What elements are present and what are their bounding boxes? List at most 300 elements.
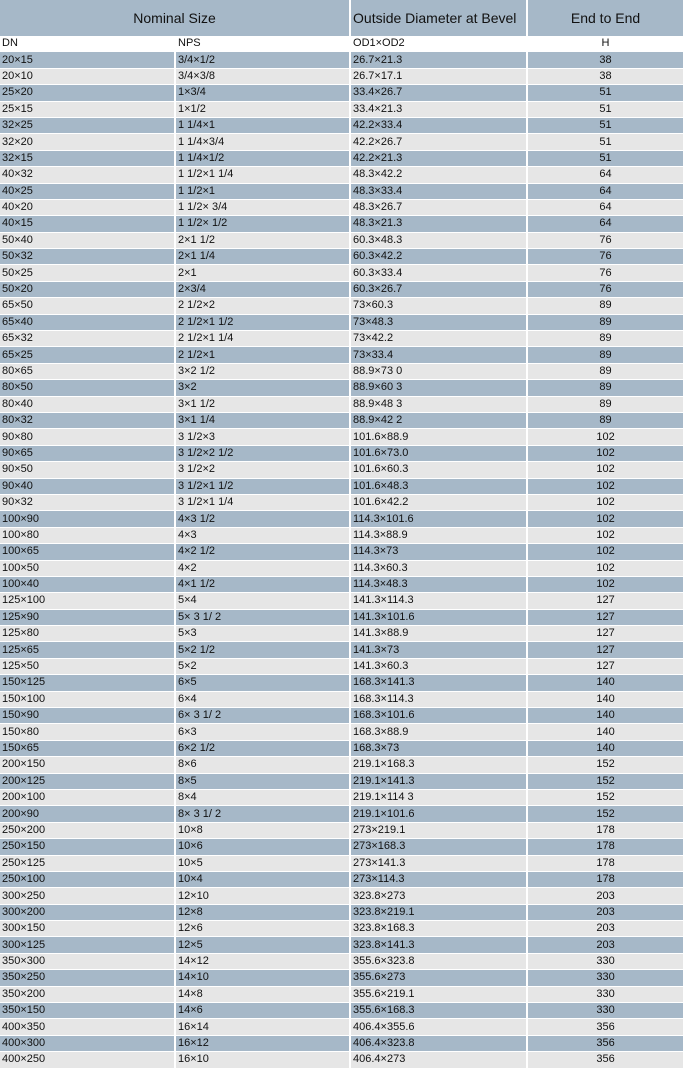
nps-cell: 12×8 <box>175 904 350 920</box>
h-cell: 89 <box>527 380 684 396</box>
od-cell: 168.3×101.6 <box>350 708 527 724</box>
nps-cell: 14×6 <box>175 1003 350 1019</box>
dn-cell: 125×90 <box>0 609 175 625</box>
h-cell: 89 <box>527 396 684 412</box>
h-cell: 51 <box>527 101 684 117</box>
dn-cell: 400×350 <box>0 1019 175 1035</box>
h-cell: 102 <box>527 576 684 592</box>
dn-cell: 80×40 <box>0 396 175 412</box>
h-cell: 64 <box>527 199 684 215</box>
table-row <box>0 921 684 937</box>
dn-cell: 100×40 <box>0 576 175 592</box>
od-cell: 101.6×48.3 <box>350 478 527 494</box>
od-cell: 26.7×17.1 <box>350 68 527 84</box>
table-row <box>0 265 684 281</box>
table-row <box>0 494 684 510</box>
h-cell: 152 <box>527 773 684 789</box>
h-cell: 102 <box>527 478 684 494</box>
table-row <box>0 85 684 101</box>
od-cell: 219.1×101.6 <box>350 806 527 822</box>
nps-cell: 3×2 <box>175 380 350 396</box>
h-cell: 89 <box>527 298 684 314</box>
dn-cell: 40×15 <box>0 216 175 232</box>
table-row <box>0 68 684 84</box>
table-row <box>0 478 684 494</box>
table-row <box>0 806 684 822</box>
nps-cell: 12×10 <box>175 888 350 904</box>
h-cell: 330 <box>527 970 684 986</box>
dn-cell: 20×15 <box>0 52 175 68</box>
dn-cell: 350×200 <box>0 986 175 1002</box>
h-cell: 89 <box>527 331 684 347</box>
dn-cell: 100×90 <box>0 511 175 527</box>
od-cell: 114.3×101.6 <box>350 511 527 527</box>
table-row <box>0 396 684 412</box>
nps-cell: 1 1/2×1 <box>175 183 350 199</box>
dn-cell: 350×150 <box>0 1003 175 1019</box>
od-cell: 219.1×168.3 <box>350 757 527 773</box>
dn-cell: 90×50 <box>0 462 175 478</box>
h-cell: 140 <box>527 675 684 691</box>
h-cell: 38 <box>527 68 684 84</box>
nps-cell: 1 1/4×1 <box>175 117 350 133</box>
dn-cell: 125×100 <box>0 593 175 609</box>
table-row <box>0 642 684 658</box>
nps-cell: 12×6 <box>175 921 350 937</box>
od-cell: 141.3×73 <box>350 642 527 658</box>
dn-cell: 300×250 <box>0 888 175 904</box>
table-row <box>0 871 684 887</box>
table-row <box>0 593 684 609</box>
table-row <box>0 511 684 527</box>
dn-cell: 65×25 <box>0 347 175 363</box>
nominal-size-header: Nominal Size <box>0 0 350 36</box>
dn-cell: 65×50 <box>0 298 175 314</box>
dn-cell: 80×65 <box>0 363 175 379</box>
nps-cell: 4×2 1/2 <box>175 544 350 560</box>
h-cell: 127 <box>527 593 684 609</box>
dn-cell: 150×80 <box>0 724 175 740</box>
end-to-end-header: End to End <box>527 0 684 36</box>
nps-cell: 1 1/4×1/2 <box>175 150 350 166</box>
table-row <box>0 544 684 560</box>
dn-cell: 200×150 <box>0 757 175 773</box>
dn-cell: 50×32 <box>0 249 175 265</box>
h-cell: 51 <box>527 150 684 166</box>
od-cell: 48.3×33.4 <box>350 183 527 199</box>
od-cell: 73×48.3 <box>350 314 527 330</box>
od-cell: 73×60.3 <box>350 298 527 314</box>
od-cell: 323.8×219.1 <box>350 904 527 920</box>
table-row <box>0 822 684 838</box>
nps-cell: 2 1/2×1 1/4 <box>175 331 350 347</box>
table-row <box>0 52 684 68</box>
dn-cell: 90×40 <box>0 478 175 494</box>
dn-cell: 300×125 <box>0 937 175 953</box>
dn-cell: 150×125 <box>0 675 175 691</box>
h-cell: 76 <box>527 232 684 248</box>
table-row <box>0 281 684 297</box>
od-cell: 101.6×60.3 <box>350 462 527 478</box>
table-row <box>0 249 684 265</box>
nps-cell: 8×6 <box>175 757 350 773</box>
nps-cell: 1×3/4 <box>175 85 350 101</box>
nps-cell: 16×10 <box>175 1052 350 1068</box>
nps-cell: 3 1/2×3 <box>175 429 350 445</box>
dn-cell: 125×80 <box>0 626 175 642</box>
od-cell: 48.3×42.2 <box>350 167 527 183</box>
dn-cell: 40×25 <box>0 183 175 199</box>
table-row <box>0 1052 684 1068</box>
h-cell: 102 <box>527 560 684 576</box>
nps-cell: 3 1/2×2 <box>175 462 350 478</box>
table-row <box>0 429 684 445</box>
table-row <box>0 658 684 674</box>
h-cell: 127 <box>527 626 684 642</box>
h-cell: 76 <box>527 281 684 297</box>
dn-subheader: DN <box>0 36 175 52</box>
h-cell: 51 <box>527 134 684 150</box>
dn-cell: 250×200 <box>0 822 175 838</box>
od-cell: 26.7×21.3 <box>350 52 527 68</box>
table-row <box>0 1003 684 1019</box>
table-row <box>0 724 684 740</box>
dn-cell: 50×25 <box>0 265 175 281</box>
h-cell: 356 <box>527 1019 684 1035</box>
od-cell: 88.9×42 2 <box>350 412 527 428</box>
h-cell: 356 <box>527 1052 684 1068</box>
table-row <box>0 970 684 986</box>
od-cell: 406.4×273 <box>350 1052 527 1068</box>
nps-cell: 1 1/2× 3/4 <box>175 199 350 215</box>
table-row <box>0 363 684 379</box>
table-row <box>0 445 684 461</box>
od-cell: 114.3×60.3 <box>350 560 527 576</box>
nps-cell: 5×2 1/2 <box>175 642 350 658</box>
h-cell: 152 <box>527 789 684 805</box>
dn-cell: 25×15 <box>0 101 175 117</box>
od-cell: 73×42.2 <box>350 331 527 347</box>
dn-cell: 300×200 <box>0 904 175 920</box>
table-row <box>0 773 684 789</box>
od-cell: 60.3×33.4 <box>350 265 527 281</box>
table-row <box>0 1019 684 1035</box>
od-cell: 323.8×273 <box>350 888 527 904</box>
dn-cell: 32×15 <box>0 150 175 166</box>
od-cell: 406.4×323.8 <box>350 1035 527 1051</box>
nps-cell: 5×3 <box>175 626 350 642</box>
od-cell: 355.6×273 <box>350 970 527 986</box>
od-cell: 101.6×42.2 <box>350 494 527 510</box>
h-cell: 76 <box>527 265 684 281</box>
table-row <box>0 183 684 199</box>
table-row <box>0 757 684 773</box>
dn-cell: 100×50 <box>0 560 175 576</box>
h-cell: 330 <box>527 1003 684 1019</box>
table-row <box>0 740 684 756</box>
od-cell: 114.3×73 <box>350 544 527 560</box>
h-cell: 178 <box>527 822 684 838</box>
od-subheader: OD1×OD2 <box>350 36 527 52</box>
od-cell: 141.3×101.6 <box>350 609 527 625</box>
h-cell: 64 <box>527 183 684 199</box>
dn-cell: 400×300 <box>0 1035 175 1051</box>
table-row <box>0 347 684 363</box>
h-cell: 330 <box>527 953 684 969</box>
table-row <box>0 298 684 314</box>
subheader-row <box>0 36 684 52</box>
od-cell: 168.3×114.3 <box>350 691 527 707</box>
od-cell: 141.3×60.3 <box>350 658 527 674</box>
nps-cell: 6×5 <box>175 675 350 691</box>
h-cell: 203 <box>527 904 684 920</box>
dn-cell: 100×65 <box>0 544 175 560</box>
h-cell: 64 <box>527 167 684 183</box>
h-cell: 76 <box>527 249 684 265</box>
nps-cell: 8×5 <box>175 773 350 789</box>
dn-cell: 65×32 <box>0 331 175 347</box>
od-cell: 355.6×323.8 <box>350 953 527 969</box>
h-cell: 89 <box>527 412 684 428</box>
od-cell: 88.9×60 3 <box>350 380 527 396</box>
h-cell: 89 <box>527 347 684 363</box>
od-cell: 406.4×355.6 <box>350 1019 527 1035</box>
dn-cell: 25×20 <box>0 85 175 101</box>
h-cell: 51 <box>527 85 684 101</box>
table-row <box>0 412 684 428</box>
nps-cell: 5×2 <box>175 658 350 674</box>
nps-cell: 6×4 <box>175 691 350 707</box>
od-cell: 355.6×168.3 <box>350 1003 527 1019</box>
nps-cell: 3 1/2×1 1/2 <box>175 478 350 494</box>
dn-cell: 80×50 <box>0 380 175 396</box>
table-row <box>0 789 684 805</box>
h-subheader: H <box>527 36 684 52</box>
h-cell: 140 <box>527 724 684 740</box>
nps-cell: 6× 3 1/ 2 <box>175 708 350 724</box>
od-cell: 273×168.3 <box>350 839 527 855</box>
table-row <box>0 691 684 707</box>
nps-cell: 4×3 1/2 <box>175 511 350 527</box>
h-cell: 127 <box>527 658 684 674</box>
dn-cell: 65×40 <box>0 314 175 330</box>
nps-cell: 3 1/2×2 1/2 <box>175 445 350 461</box>
nps-cell: 3×2 1/2 <box>175 363 350 379</box>
header-row <box>0 0 684 36</box>
table-row <box>0 101 684 117</box>
od-cell: 60.3×48.3 <box>350 232 527 248</box>
nps-cell: 3×1 1/2 <box>175 396 350 412</box>
dn-cell: 250×125 <box>0 855 175 871</box>
h-cell: 140 <box>527 691 684 707</box>
nps-cell: 16×14 <box>175 1019 350 1035</box>
table-row <box>0 937 684 953</box>
table-row <box>0 199 684 215</box>
od-cell: 48.3×21.3 <box>350 216 527 232</box>
od-cell: 219.1×141.3 <box>350 773 527 789</box>
dn-cell: 90×80 <box>0 429 175 445</box>
od-cell: 73×33.4 <box>350 347 527 363</box>
dn-cell: 200×90 <box>0 806 175 822</box>
od-cell: 273×114.3 <box>350 871 527 887</box>
od-cell: 42.2×21.3 <box>350 150 527 166</box>
h-cell: 140 <box>527 740 684 756</box>
od-cell: 114.3×88.9 <box>350 527 527 543</box>
od-cell: 33.4×21.3 <box>350 101 527 117</box>
h-cell: 203 <box>527 888 684 904</box>
table-row <box>0 953 684 969</box>
dn-cell: 40×20 <box>0 199 175 215</box>
nps-cell: 2×1 <box>175 265 350 281</box>
nps-cell: 1 1/4×3/4 <box>175 134 350 150</box>
nps-cell: 10×8 <box>175 822 350 838</box>
od-cell: 114.3×48.3 <box>350 576 527 592</box>
dn-cell: 90×32 <box>0 494 175 510</box>
table-row <box>0 986 684 1002</box>
h-cell: 178 <box>527 839 684 855</box>
dn-cell: 350×300 <box>0 953 175 969</box>
nps-cell: 14×8 <box>175 986 350 1002</box>
dn-cell: 32×20 <box>0 134 175 150</box>
nps-cell: 1 1/2×1 1/4 <box>175 167 350 183</box>
od-cell: 168.3×73 <box>350 740 527 756</box>
h-cell: 102 <box>527 429 684 445</box>
dn-cell: 250×100 <box>0 871 175 887</box>
nps-cell: 4×2 <box>175 560 350 576</box>
od-cell: 42.2×33.4 <box>350 117 527 133</box>
h-cell: 102 <box>527 494 684 510</box>
nps-cell: 4×1 1/2 <box>175 576 350 592</box>
table-row <box>0 117 684 133</box>
h-cell: 152 <box>527 757 684 773</box>
od-cell: 273×219.1 <box>350 822 527 838</box>
od-cell: 323.8×168.3 <box>350 921 527 937</box>
od-cell: 141.3×88.9 <box>350 626 527 642</box>
dn-cell: 150×100 <box>0 691 175 707</box>
table-row <box>0 314 684 330</box>
nps-cell: 4×3 <box>175 527 350 543</box>
table-row <box>0 527 684 543</box>
table-row <box>0 1035 684 1051</box>
dn-cell: 200×125 <box>0 773 175 789</box>
dn-cell: 32×25 <box>0 117 175 133</box>
nps-cell: 1×1/2 <box>175 101 350 117</box>
nps-cell: 2×3/4 <box>175 281 350 297</box>
dn-cell: 100×80 <box>0 527 175 543</box>
nps-cell: 8×4 <box>175 789 350 805</box>
h-cell: 102 <box>527 527 684 543</box>
h-cell: 102 <box>527 544 684 560</box>
nps-cell: 14×10 <box>175 970 350 986</box>
od-cell: 60.3×26.7 <box>350 281 527 297</box>
od-cell: 33.4×26.7 <box>350 85 527 101</box>
nps-cell: 3/4×1/2 <box>175 52 350 68</box>
nps-cell: 10×5 <box>175 855 350 871</box>
h-cell: 102 <box>527 445 684 461</box>
h-cell: 178 <box>527 871 684 887</box>
od-cell: 141.3×114.3 <box>350 593 527 609</box>
dn-cell: 40×32 <box>0 167 175 183</box>
nps-cell: 10×6 <box>175 839 350 855</box>
h-cell: 127 <box>527 609 684 625</box>
table-row <box>0 232 684 248</box>
h-cell: 89 <box>527 314 684 330</box>
table-row <box>0 560 684 576</box>
outside-diameter-header: Outside Diameter at Bevel <box>350 0 527 36</box>
table-row <box>0 904 684 920</box>
table-row <box>0 150 684 166</box>
table-row <box>0 675 684 691</box>
h-cell: 51 <box>527 117 684 133</box>
h-cell: 102 <box>527 462 684 478</box>
h-cell: 203 <box>527 921 684 937</box>
dn-cell: 125×50 <box>0 658 175 674</box>
dn-cell: 50×20 <box>0 281 175 297</box>
od-cell: 168.3×141.3 <box>350 675 527 691</box>
od-cell: 273×141.3 <box>350 855 527 871</box>
table-row <box>0 626 684 642</box>
dn-cell: 50×40 <box>0 232 175 248</box>
od-cell: 219.1×114 3 <box>350 789 527 805</box>
dn-cell: 80×32 <box>0 412 175 428</box>
h-cell: 152 <box>527 806 684 822</box>
nps-cell: 5×4 <box>175 593 350 609</box>
od-cell: 101.6×88.9 <box>350 429 527 445</box>
nps-cell: 2×1 1/4 <box>175 249 350 265</box>
od-cell: 42.2×26.7 <box>350 134 527 150</box>
nps-cell: 14×12 <box>175 953 350 969</box>
nps-cell: 3/4×3/8 <box>175 68 350 84</box>
dn-cell: 350×250 <box>0 970 175 986</box>
table-row <box>0 708 684 724</box>
nps-cell: 8× 3 1/ 2 <box>175 806 350 822</box>
nps-cell: 6×3 <box>175 724 350 740</box>
table-row <box>0 167 684 183</box>
nps-cell: 2×1 1/2 <box>175 232 350 248</box>
h-cell: 178 <box>527 855 684 871</box>
od-cell: 60.3×42.2 <box>350 249 527 265</box>
table-row <box>0 576 684 592</box>
nps-cell: 16×12 <box>175 1035 350 1051</box>
h-cell: 356 <box>527 1035 684 1051</box>
nps-cell: 12×5 <box>175 937 350 953</box>
nps-cell: 6×2 1/2 <box>175 740 350 756</box>
table-row <box>0 609 684 625</box>
h-cell: 203 <box>527 937 684 953</box>
od-cell: 88.9×48 3 <box>350 396 527 412</box>
h-cell: 102 <box>527 511 684 527</box>
h-cell: 89 <box>527 363 684 379</box>
nps-cell: 5× 3 1/ 2 <box>175 609 350 625</box>
table-row <box>0 888 684 904</box>
nps-cell: 2 1/2×1 <box>175 347 350 363</box>
od-cell: 101.6×73.0 <box>350 445 527 461</box>
nps-cell: 3×1 1/4 <box>175 412 350 428</box>
table-row <box>0 839 684 855</box>
od-cell: 355.6×219.1 <box>350 986 527 1002</box>
h-cell: 38 <box>527 52 684 68</box>
od-cell: 88.9×73 0 <box>350 363 527 379</box>
h-cell: 330 <box>527 986 684 1002</box>
table-row <box>0 216 684 232</box>
dn-cell: 150×90 <box>0 708 175 724</box>
h-cell: 140 <box>527 708 684 724</box>
dn-cell: 200×100 <box>0 789 175 805</box>
od-cell: 168.3×88.9 <box>350 724 527 740</box>
nps-cell: 1 1/2× 1/2 <box>175 216 350 232</box>
table-row <box>0 462 684 478</box>
dn-cell: 250×150 <box>0 839 175 855</box>
